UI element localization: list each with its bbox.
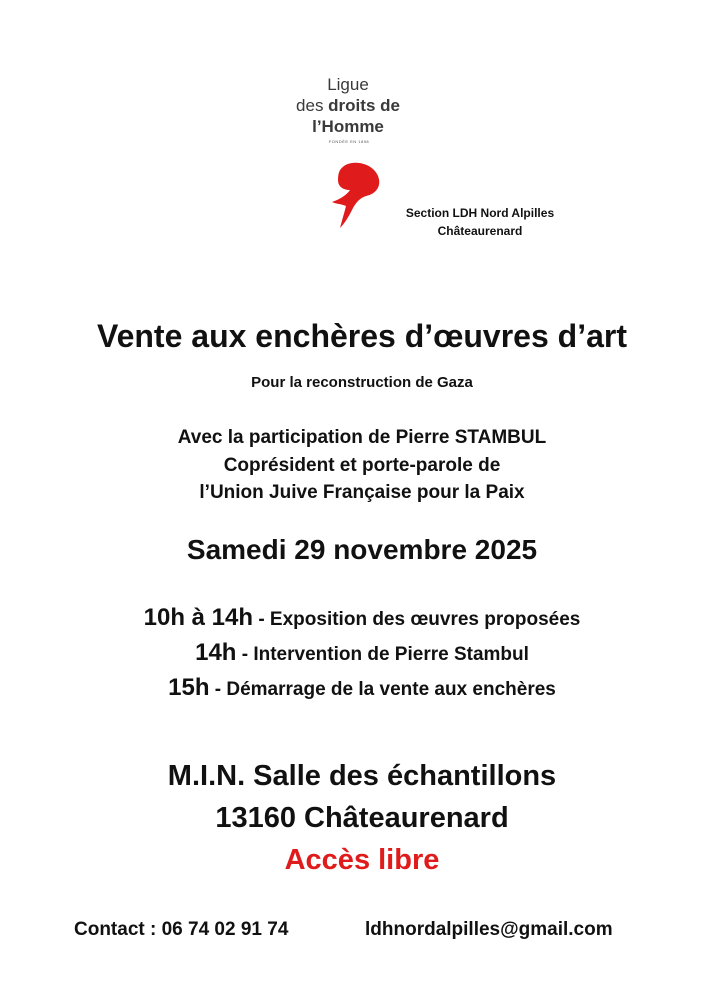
contact-phone: Contact : 06 74 02 91 74: [74, 919, 289, 940]
page-title: Vente aux enchères d’œuvres d’art: [97, 318, 627, 354]
schedule-time: 14h: [195, 639, 237, 666]
participation-line-3: l’Union Juive Française pour la Paix: [199, 482, 525, 503]
page-subtitle: Pour la reconstruction de Gaza: [251, 374, 473, 391]
logo-line-3: l’Homme: [312, 117, 384, 136]
schedule-item: [0, 639, 724, 667]
venue-line-2: 13160 Châteaurenard: [215, 802, 509, 834]
participation-line-2: Coprésident et porte-parole de: [223, 455, 501, 476]
schedule-time: 15h: [168, 674, 210, 701]
logo-line-2-prefix: des: [296, 96, 329, 115]
section-city: Châteaurenard: [437, 224, 523, 238]
schedule-item: [0, 674, 724, 702]
schedule-time: 10h à 14h: [143, 604, 254, 631]
schedule-desc: - Exposition des œuvres proposées: [253, 609, 581, 630]
event-date: Samedi 29 novembre 2025: [186, 534, 538, 565]
schedule-desc: - Démarrage de la vente aux enchères: [209, 679, 556, 700]
schedule-item: [0, 604, 724, 632]
logo-line-2: [268, 95, 428, 116]
contact-email: ldhnordalpilles@gmail.com: [365, 919, 613, 940]
participation-line-1: Avec la participation de Pierre STAMBUL: [177, 427, 547, 448]
logo-line-2-bold: droits de: [328, 96, 400, 115]
section-name: Section LDH Nord Alpilles: [405, 206, 555, 220]
logo-founded: FONDÉE EN 1898: [328, 139, 370, 144]
venue-line-1: M.I.N. Salle des échantillons: [167, 760, 557, 792]
logo-line-1: Ligue: [327, 75, 369, 94]
schedule-desc: - Intervention de Pierre Stambul: [236, 644, 529, 665]
access-note: Accès libre: [284, 844, 440, 876]
ldh-bonnet-icon: [328, 160, 384, 230]
